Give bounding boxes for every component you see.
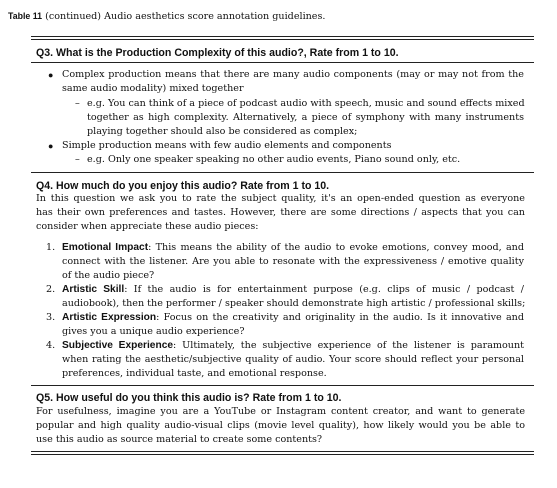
bullet-icon: ● — [48, 70, 54, 80]
bottom-rule — [31, 451, 534, 452]
item-term: Artistic Skill — [62, 284, 125, 295]
q3-bullet1-line1: Complex production means that there are many audio components (may or may not from the — [62, 69, 524, 80]
list-item: Emotional Impact: This means the ability of the audio to evoke emotions, convey mood, and — [62, 242, 524, 253]
list-item-line: audiobook), then the performer / speaker should demonstrate high artistic / professional skills; — [62, 298, 526, 309]
list-item: Artistic Skill: If the audio is for entertainment purpose (e.g. clips of music / podcast / — [62, 284, 524, 295]
q5-line2: popular and high quality audio-visual clips (movie level quality), how likely would you be able to — [36, 420, 525, 431]
dash-icon: – — [75, 154, 80, 165]
item-term: Subjective Experience — [62, 340, 174, 351]
top-rule-inner — [31, 39, 534, 40]
top-rule — [31, 36, 534, 37]
item-term: Emotional Impact — [62, 242, 149, 253]
list-number: 3. — [46, 312, 56, 323]
list-item: Subjective Experience: Ultimately, the subjective experience of the listener is paramount — [62, 340, 525, 351]
table-label: Table 11 — [8, 11, 43, 21]
list-item-line: when rating the aesthetic/subjective quality of audio. Your score should reflect your personal — [62, 354, 524, 365]
list-number: 4. — [46, 340, 56, 351]
list-number: 2. — [46, 284, 56, 295]
list-item-line: preferences, individual taste, and emotional response. — [62, 368, 327, 379]
q3-bullet1-line2: same audio modality) mixed together — [62, 83, 244, 94]
q3-sub1-line3: playing together should also be considered as complex; — [87, 126, 358, 137]
q5-line3: use this audio as source material to create some contents? — [36, 434, 323, 445]
bullet-icon: ● — [48, 141, 54, 151]
caption-text: (continued) Audio aesthetics score annotation guidelines. — [45, 11, 326, 22]
q4-intro-line1: In this question we ask you to rate the subject quality, it's an open-ended question as everyone — [36, 193, 525, 204]
list-item-line: connect with the listener. Are you able to resonate with the expressiveness / emotive quality — [62, 256, 524, 267]
q3-sub1-line2: together as high complexity. Alternatively, a piece of symphony with many instruments — [87, 112, 524, 123]
list-item: Artistic Expression: Focus on the creativity and originality in the audio. Is it innovative and — [62, 312, 524, 323]
list-number: 1. — [46, 242, 56, 253]
list-item-line: gives you a unique audio experience? — [62, 326, 245, 337]
q3-divider — [31, 62, 534, 63]
table-caption — [8, 11, 325, 22]
q4-heading: Q4. How much do you enjoy this audio? Rate from 1 to 10. — [36, 180, 330, 192]
q5-line1: For usefulness, imagine you are a YouTube or Instagram content creator, and want to generate — [36, 406, 525, 417]
dash-icon: – — [75, 98, 80, 109]
q3-sub2: e.g. Only one speaker speaking no other audio events, Piano sound only, etc. — [87, 154, 461, 165]
q4-end-rule — [31, 385, 534, 386]
q4-intro-line2: has their own preferences and tastes. However, there are some directions / aspects that you can — [36, 207, 525, 218]
q3-end-rule — [31, 172, 534, 173]
q3-heading: Q3. What is the Production Complexity of this audio?, Rate from 1 to 10. — [36, 47, 399, 59]
q5-heading: Q5. How useful do you think this audio is? Rate from 1 to 10. — [36, 392, 342, 404]
q3-bullet2: Simple production means with few audio elements and components — [62, 140, 392, 151]
item-term: Artistic Expression — [62, 312, 157, 323]
q4-intro-line3: consider when appreciate these audio pieces: — [36, 221, 259, 232]
q3-sub1-line1: e.g. You can think of a piece of podcast audio with speech, music and sound effects mixed — [87, 98, 525, 109]
list-item-line: of the audio piece? — [62, 270, 155, 281]
bottom-rule-inner — [31, 454, 534, 455]
